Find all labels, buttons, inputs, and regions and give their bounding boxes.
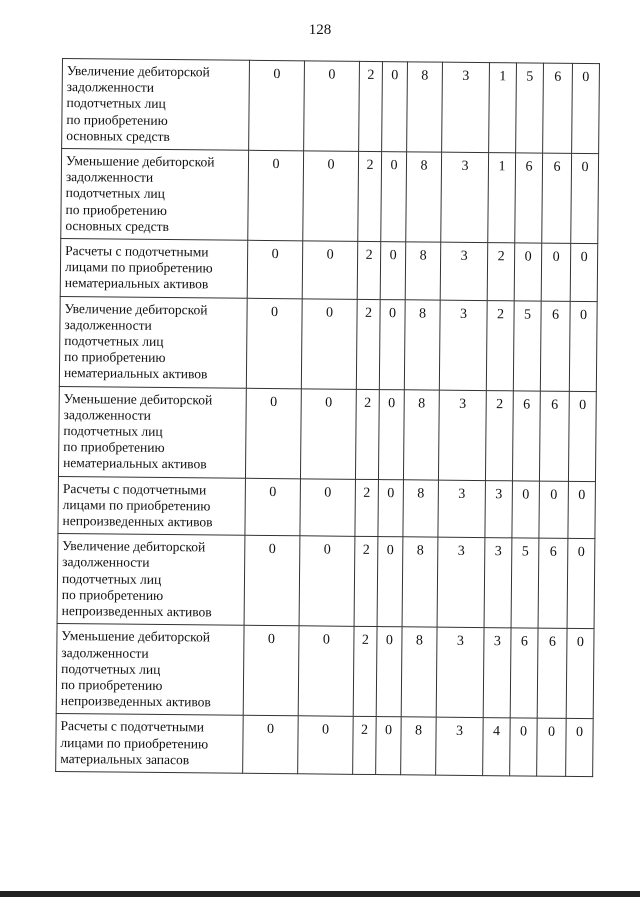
accounts-table (55, 58, 600, 777)
account-code-digit: 0 (539, 481, 569, 539)
account-code-digit: 0 (249, 60, 305, 151)
account-code-digit: 0 (378, 479, 404, 537)
account-name-line: непроизведенных активов (60, 693, 211, 710)
account-code-digit: 0 (247, 240, 303, 298)
account-name-cell (62, 59, 250, 151)
table-row (56, 714, 594, 777)
account-code-digit: 0 (381, 152, 407, 242)
account-name-line: по приобретению (61, 586, 164, 603)
account-name-line: основных средств (66, 127, 170, 144)
account-code-digit: 1 (488, 153, 516, 243)
account-name-line: нематериальных активов (63, 455, 207, 472)
account-name-cell (56, 624, 244, 716)
account-name-line: Уменьшение дебиторской (61, 628, 211, 645)
table-row (58, 476, 596, 539)
account-code-digit: 0 (570, 243, 598, 301)
account-name-line: основных средств (65, 217, 170, 234)
account-name-line: непроизведенных активов (61, 603, 212, 620)
account-code-digit: 0 (304, 61, 360, 152)
account-name-line: задолженности (66, 79, 155, 96)
account-code-digit: 6 (510, 628, 538, 718)
account-code-digit: 0 (300, 388, 356, 479)
account-code-digit: 6 (543, 63, 573, 153)
account-code-digit: 0 (380, 242, 406, 300)
account-code-digit: 3 (438, 390, 486, 480)
account-code-digit: 0 (379, 299, 405, 389)
account-name-line: подотчетных лиц (63, 423, 163, 440)
account-code-digit: 4 (483, 718, 511, 776)
account-code-digit: 0 (572, 63, 600, 153)
account-name-line: задолженности (65, 169, 154, 186)
account-code-digit: 0 (378, 389, 404, 479)
account-name-line: нематериальных активов (64, 275, 209, 292)
account-name-cell (60, 239, 248, 298)
account-code-digit: 6 (515, 153, 543, 243)
account-code-digit: 2 (485, 390, 513, 480)
account-code-digit: 0 (377, 537, 403, 627)
account-code-digit: 1 (489, 63, 517, 153)
account-name-line: задолженности (64, 316, 152, 333)
account-code-digit: 8 (403, 479, 439, 537)
account-name-line: Уменьшение дебиторской (63, 390, 213, 408)
account-name-line: задолженности (63, 406, 151, 423)
account-code-digit: 0 (246, 298, 302, 389)
account-code-digit: 2 (486, 300, 514, 390)
account-code-digit: 0 (244, 536, 300, 627)
account-code-digit: 2 (353, 627, 377, 717)
account-name-line: по приобретению (65, 201, 167, 218)
account-code-digit: 5 (516, 63, 544, 153)
account-code-digit: 8 (401, 717, 437, 775)
account-code-digit: 0 (298, 626, 354, 717)
account-code-digit: 3 (442, 62, 490, 152)
account-code-digit: 8 (404, 299, 440, 389)
account-name-line: Расчеты с подотчетными (65, 243, 209, 260)
account-code-digit: 8 (407, 62, 443, 152)
account-name-cell (56, 714, 244, 773)
account-name-line: по приобретению (60, 676, 163, 693)
account-code-digit: 0 (566, 629, 594, 719)
account-code-digit: 0 (512, 481, 540, 539)
account-code-digit: 0 (298, 716, 354, 774)
table-row (56, 624, 594, 719)
account-name-cell (61, 149, 249, 241)
account-name-line: по приобретению (66, 111, 168, 128)
account-code-digit: 2 (353, 717, 377, 775)
account-name-line: нематериальных активов (63, 365, 208, 382)
account-name-line: Расчеты с подотчетными (62, 480, 207, 498)
account-code-digit: 3 (436, 717, 484, 775)
account-name-line: задолженности (62, 554, 150, 571)
account-code-digit: 2 (354, 537, 378, 627)
account-code-digit: 0 (571, 153, 599, 243)
account-code-digit: 0 (568, 481, 596, 539)
table-row (62, 59, 600, 154)
account-code-digit: 5 (513, 300, 541, 390)
account-code-digit: 6 (538, 538, 568, 628)
account-code-digit: 6 (542, 153, 572, 243)
account-name-line: Увеличение дебиторской (66, 63, 210, 80)
table-row (60, 239, 598, 302)
account-code-digit: 0 (567, 539, 595, 629)
account-code-digit: 3 (438, 480, 486, 538)
table-row (61, 149, 599, 244)
account-code-digit: 0 (301, 298, 357, 389)
account-code-digit: 0 (376, 627, 402, 717)
account-code-digit: 0 (566, 719, 594, 777)
account-code-digit: 2 (358, 151, 382, 241)
account-code-digit: 8 (405, 242, 441, 300)
account-code-digit: 0 (568, 391, 596, 481)
account-code-digit: 6 (537, 628, 567, 718)
account-name-line: подотчетных лиц (61, 660, 161, 677)
account-name-line: Увеличение дебиторской (62, 538, 206, 555)
account-code-digit: 0 (569, 301, 597, 391)
account-code-digit: 3 (437, 537, 485, 627)
account-code-digit: 3 (484, 538, 512, 628)
account-code-digit: 0 (303, 151, 359, 242)
page-number: 128 (308, 22, 332, 38)
account-name-line: подотчетных лиц (61, 570, 162, 587)
account-name-line: лицами по приобретению (64, 259, 213, 276)
account-code-digit: 2 (356, 299, 380, 389)
scan-edge (0, 891, 640, 897)
account-code-digit: 2 (487, 243, 515, 301)
account-name-line: задолженности (61, 644, 149, 661)
account-name-cell (58, 476, 246, 535)
account-name-line: лицами по приобретению (60, 734, 209, 751)
table-row (57, 534, 595, 629)
account-code-digit: 0 (382, 62, 408, 152)
account-name-line: лицами по приобретению (62, 496, 211, 514)
account-code-digit: 3 (483, 628, 511, 718)
account-code-digit: 0 (248, 150, 304, 241)
account-name-line: Расчеты с подотчетными (60, 718, 205, 735)
account-code-digit: 0 (245, 478, 301, 536)
account-code-digit: 0 (243, 626, 299, 717)
account-name-line: Уменьшение дебиторской (65, 153, 215, 170)
account-code-digit: 2 (355, 479, 379, 537)
account-code-digit: 6 (539, 391, 569, 481)
account-name-line: непроизведенных активов (62, 513, 213, 530)
account-code-digit: 3 (439, 300, 487, 390)
account-code-digit: 3 (441, 152, 489, 242)
account-code-digit: 2 (359, 61, 383, 151)
accounts-table-body (56, 59, 600, 777)
account-code-digit: 8 (401, 627, 437, 717)
account-name-line: подотчетных лиц (65, 185, 165, 202)
account-code-digit: 0 (514, 243, 542, 301)
account-code-digit: 6 (512, 391, 540, 481)
table-row (59, 296, 597, 391)
account-code-digit: 0 (245, 388, 301, 479)
account-name-cell (57, 534, 245, 626)
account-code-digit: 3 (440, 242, 488, 300)
account-code-digit: 5 (511, 538, 539, 628)
table-row (58, 386, 596, 481)
account-name-cell (59, 296, 247, 388)
account-code-digit: 3 (485, 480, 513, 538)
account-code-digit: 0 (243, 716, 299, 774)
account-code-digit: 8 (403, 389, 439, 479)
account-name-line: подотчетных лиц (64, 333, 164, 350)
account-code-digit: 0 (300, 478, 356, 536)
account-name-cell (58, 386, 246, 478)
account-code-digit: 0 (302, 241, 358, 299)
account-code-digit: 0 (376, 717, 402, 775)
account-code-digit: 0 (510, 718, 538, 776)
account-code-digit: 2 (355, 389, 379, 479)
account-name-line: по приобретению (63, 439, 165, 456)
account-code-digit: 8 (406, 152, 442, 242)
account-name-line: материальных запасов (60, 750, 190, 767)
account-name-line: по приобретению (64, 349, 166, 366)
account-code-digit: 2 (357, 241, 381, 299)
account-code-digit: 0 (541, 243, 571, 301)
account-code-digit: 0 (537, 718, 567, 776)
account-code-digit: 3 (436, 627, 484, 717)
account-code-digit: 6 (540, 301, 570, 391)
account-code-digit: 8 (402, 537, 438, 627)
account-code-digit: 0 (299, 536, 355, 627)
account-name-line: подотчетных лиц (66, 95, 166, 112)
account-name-line: Увеличение дебиторской (64, 300, 208, 318)
